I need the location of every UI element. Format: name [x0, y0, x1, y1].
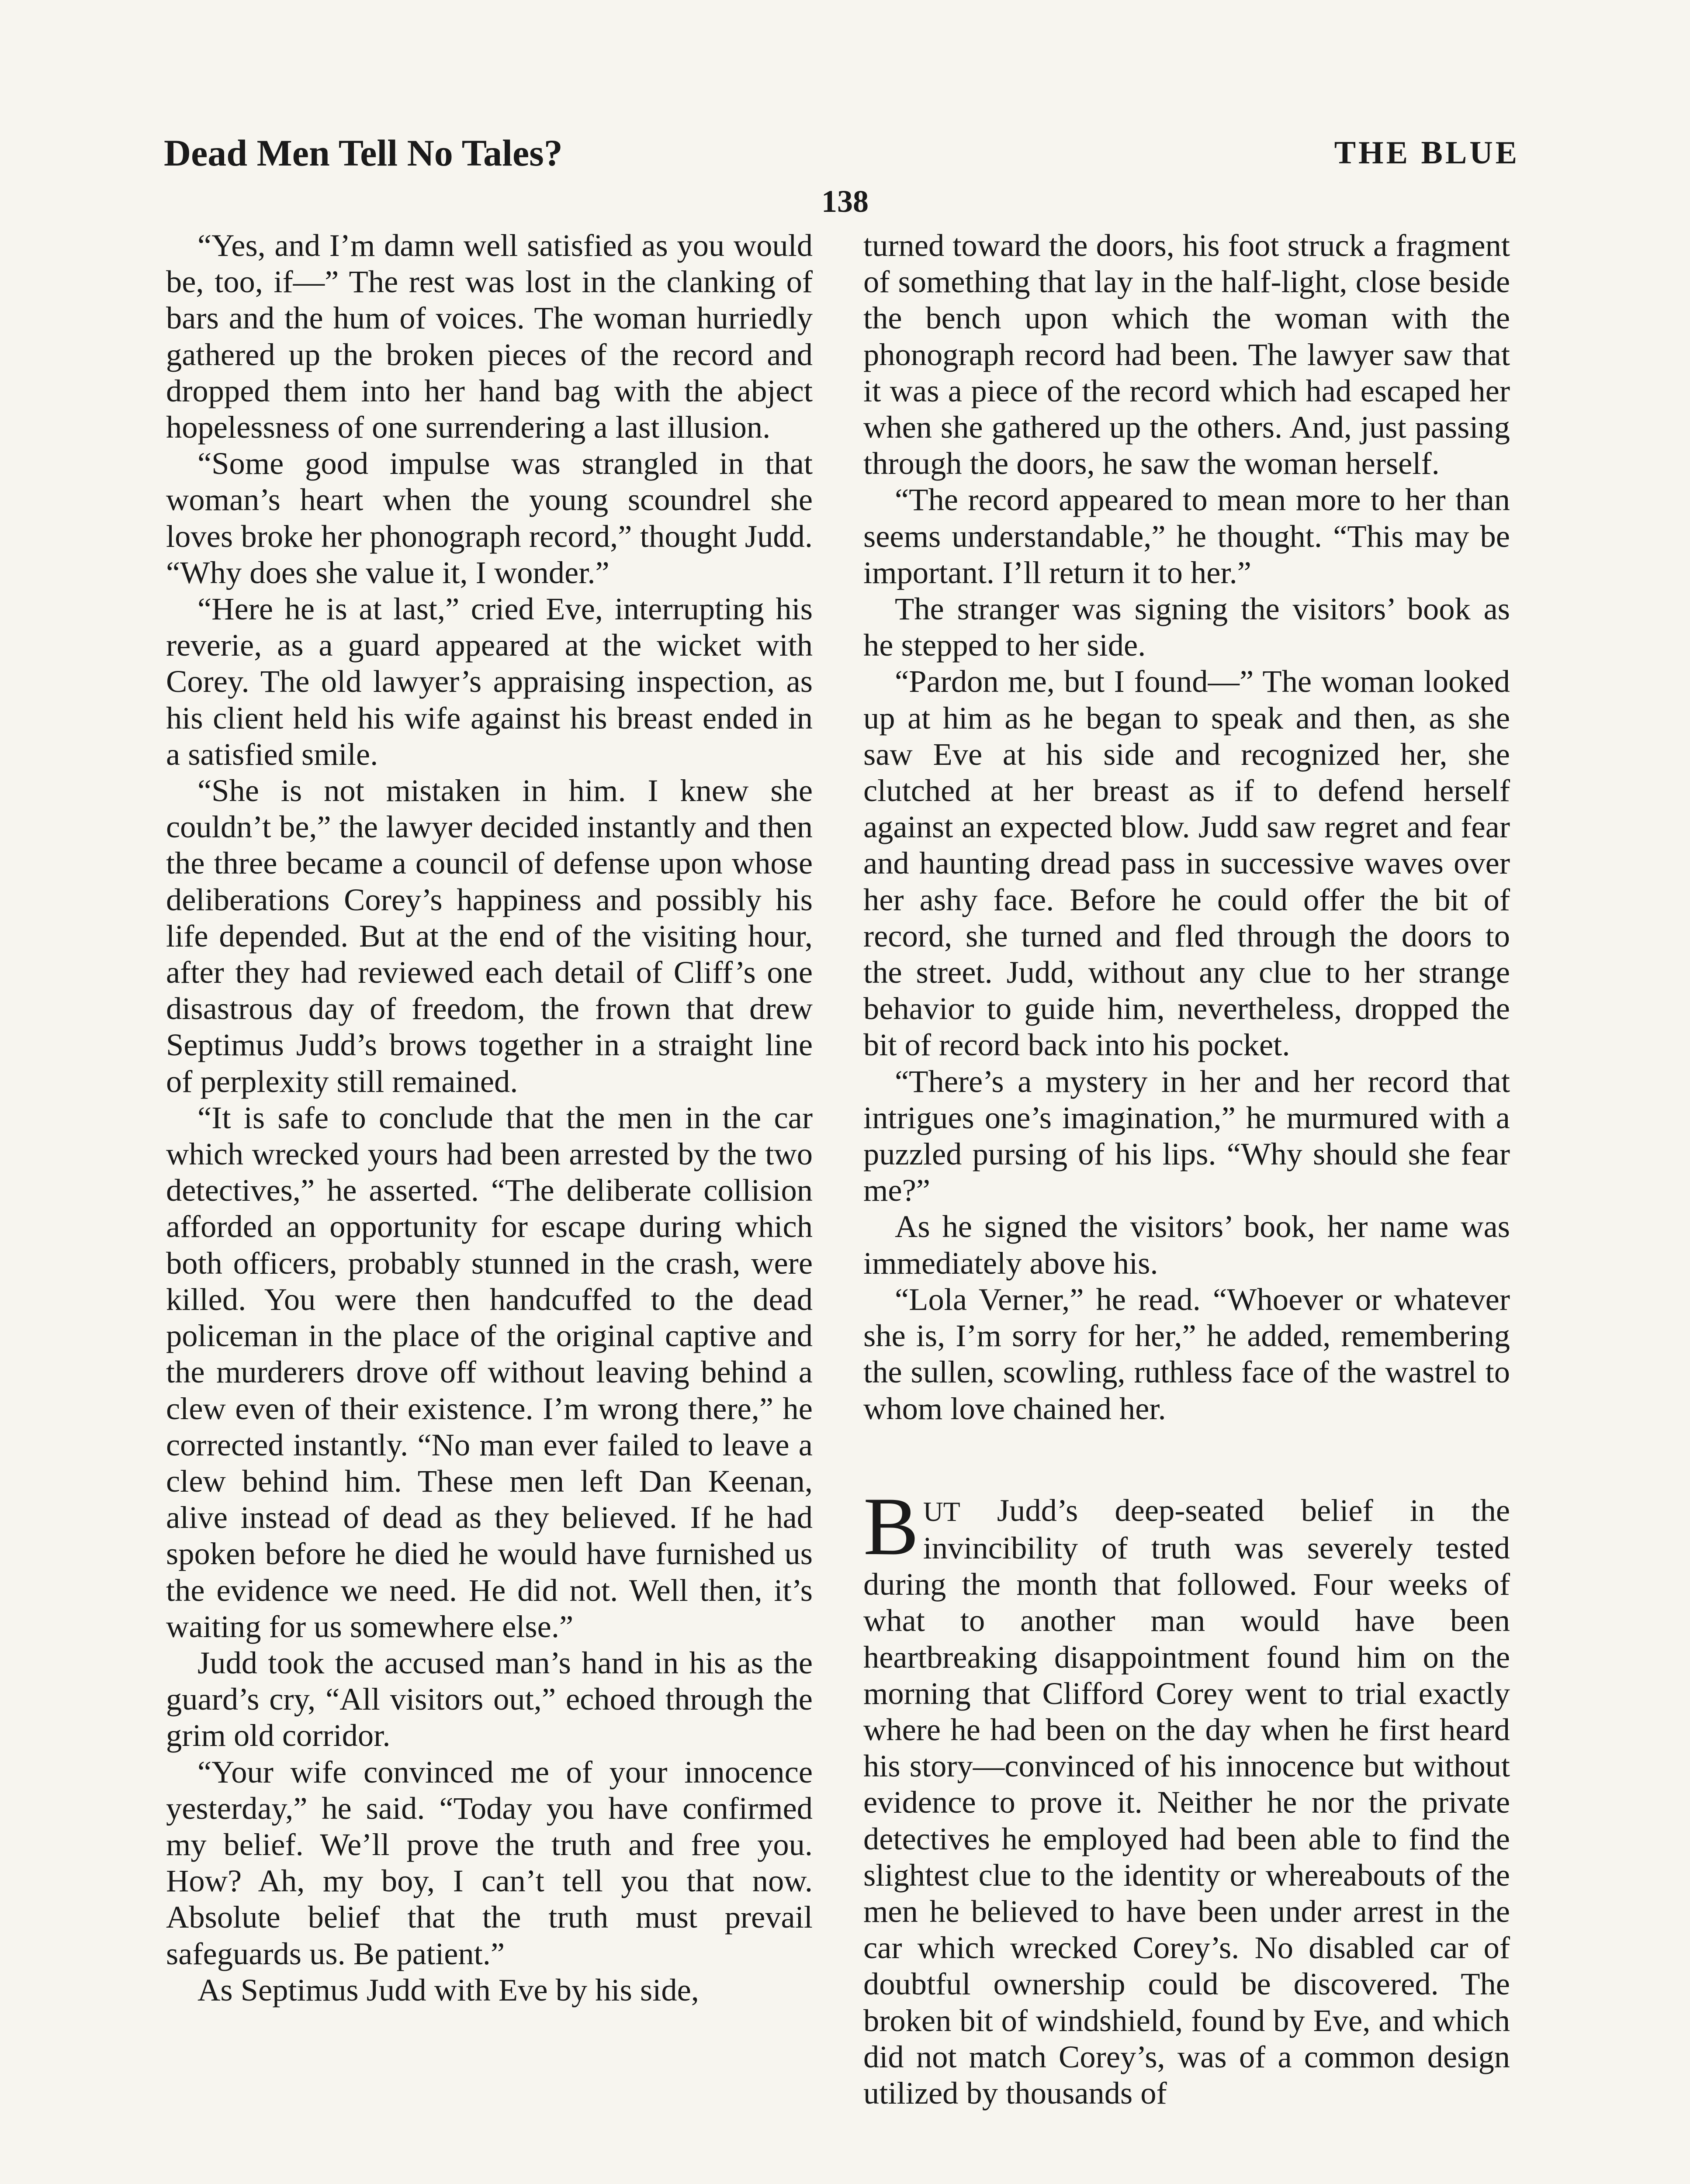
story-title: Dead Men Tell No Tales? [164, 132, 563, 174]
section-text: Judd’s deep-seated belief in the invincibility of truth was severely tested during the month that followed. Four weeks of what to another man would have been heartbreaking disappointment found him on the morning that Clifford Corey went to trial exactly where he had been on the day when he first heard his story—convinced of his innocence but without evidence to prove it. Neither he nor the private detectives he employed had been able to find the slightest clue to the identity or whereabouts of the men he believed to have been under arrest in the car which wrecked Corey’s. No disabled car of doubtful ownership could be discovered. The broken bit of windshield, found by Eve, and which did not match Corey’s, was of a common design utilized by thousands of [863, 1492, 1510, 2111]
left-column [166, 227, 813, 2008]
paragraph: “She is not mistaken in him. I knew she couldn’t be,” the lawyer decided instantly and then the three became a council of defense upon whose deliberations Corey’s happiness and possibly his life depended. But at the end of the visiting hour, after they had reviewed each detail of Cliff’s one disastrous day of freedom, the frown that drew Septimus Judd’s brows together in a straight line of perplexity still remained. [166, 773, 813, 1099]
paragraph: “Lola Verner,” he read. “Whoever or whatever she is, I’m sorry for her,” he added, remembering the sullen, scowling, ruthless face of the wastrel to whom love chained her. [863, 1281, 1510, 1426]
page-number: 138 [821, 184, 869, 219]
magazine-name: THE BLUE [1334, 135, 1520, 171]
paragraph: Judd took the accused man’s hand in his as the guard’s cry, “All visitors out,” echoed through the grim old corridor. [166, 1645, 813, 1753]
drop-cap: B [863, 1480, 919, 1572]
small-caps-lead: UT [923, 1496, 960, 1527]
paragraph: “Here he is at last,” cried Eve, interrupting his reverie, as a guard appeared at the wicket with Corey. The old lawyer’s appraising inspection, as his client held his wife against his breast ended in a satisfied smile. [166, 591, 813, 772]
continued-paragraph: turned toward the doors, his foot struck a fragment of something that lay in the half-light, close beside the bench upon which the woman with the phonograph record had been. The lawyer saw that it was a piece of the record which had escaped her when she gathered up the others. And, just passing through the doors, he saw the woman herself. [863, 228, 1510, 481]
paragraph: The stranger was signing the visitors’ book as he stepped to her side. [863, 591, 1510, 663]
paragraph: As he signed the visitors’ book, her name was immediately above his. [863, 1209, 1510, 1281]
paragraph: “Your wife convinced me of your innocence yesterday,” he said. “Today you have confirmed my belief. We’ll prove the truth and free you. How? Ah, my boy, I can’t tell you that now. Absolute belief that the truth must prevail safeguards us. Be patient.” [166, 1754, 813, 1971]
paragraph: “Yes, and I’m damn well satisfied as you would be, too, if—” The rest was lost in the clanking of bars and the hum of voices. The woman hurriedly gathered up the broken pieces of the record and dropped them into her hand bag with the abject hopelessness of one surrendering a last illusion. [166, 228, 813, 445]
paragraph: “There’s a mystery in her and her record that intrigues one’s imagination,” he murmured with a puzzled pursing of his lips. “Why should she fear me?” [863, 1063, 1510, 1208]
paragraph: “Pardon me, but I found—” The woman looked up at him as he began to speak and then, as she saw Eve at his side and recognized her, she clutched at her breast as if to defend herself against an expected blow. Judd saw regret and fear and haunting dread pass in successive waves over her ashy face. Before he could offer the bit of record, she turned and fled through the doors to the street. Judd, without any clue to her strange behavior to guide him, nevertheless, dropped the bit of record back into his pocket. [863, 663, 1510, 1063]
paragraph: As Septimus Judd with Eve by his side, [197, 1972, 699, 2008]
paragraph: “Some good impulse was strangled in that woman’s heart when the young scoundrel she loves broke her phonograph record,” thought Judd. “Why does she value it, I wonder.” [166, 446, 813, 590]
section-opening-paragraph [863, 1480, 1510, 2111]
right-column [863, 227, 1510, 2111]
paragraph: “The record appeared to mean more to her than seems understandable,” he thought. “This may be important. I’ll return it to her.” [863, 482, 1510, 590]
paragraph: “It is safe to conclude that the men in the car which wrecked yours had been arrested by the two detectives,” he asserted. “The deliberate collision afforded an opportunity for escape during which both officers, probably stunned in the crash, were killed. You were then handcuffed to the dead policeman in the place of the original captive and the murderers drove off without leaving behind a clew even of their existence. I’m wrong there,” he corrected instantly. “No man ever failed to leave a clew behind him. These men left Dan Keenan, alive instead of dead as they believed. If he had spoken before he died he would have furnished us the evidence we need. He did not. Well then, it’s waiting for us somewhere else.” [166, 1099, 813, 1644]
